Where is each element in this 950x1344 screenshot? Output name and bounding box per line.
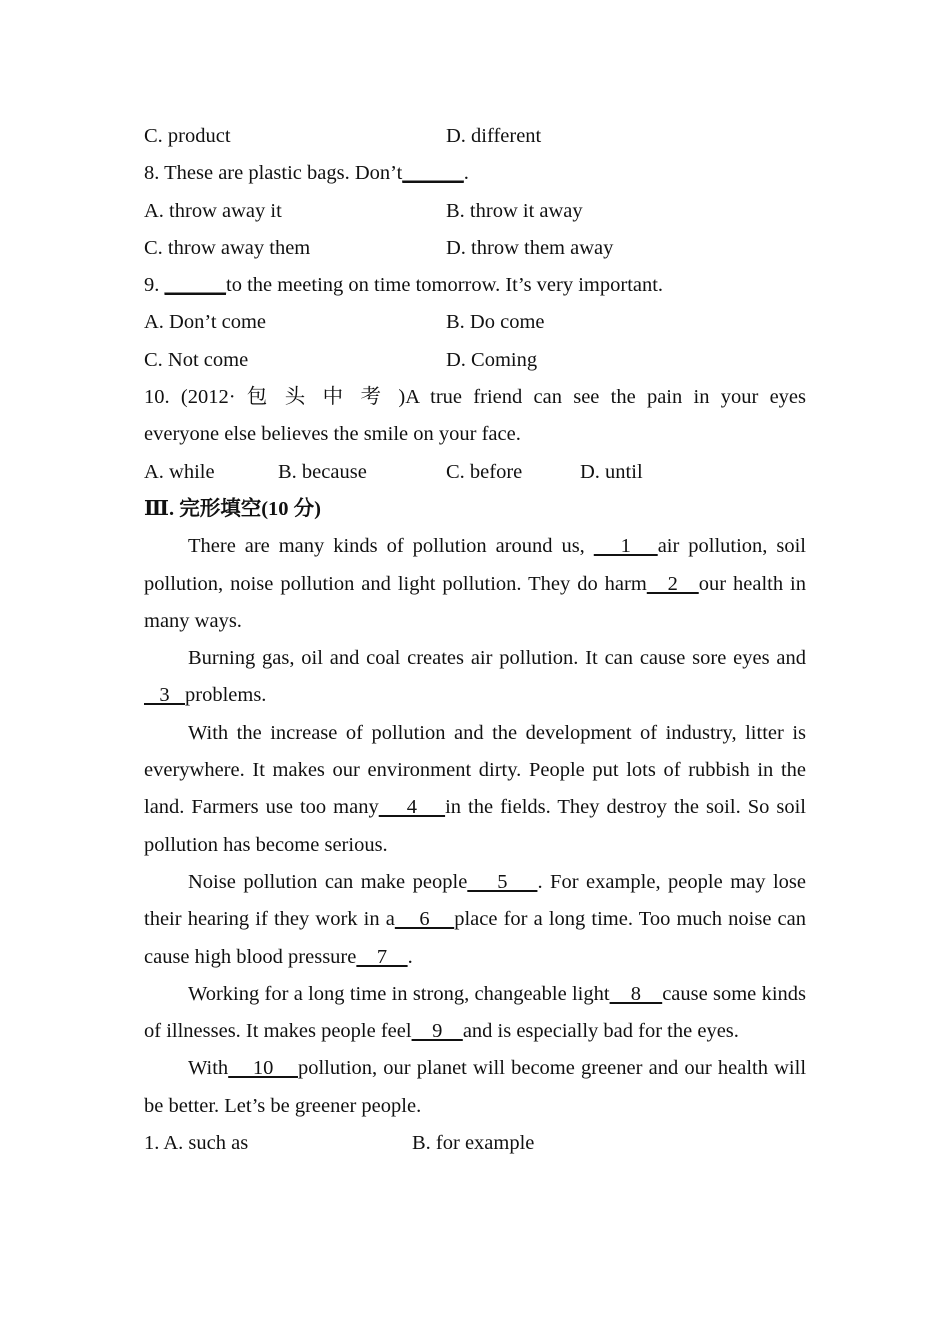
q10-option-a: A. while [144,460,215,483]
passage-paragraph-6 [144,1050,806,1125]
p5-text-b: cause some kinds of illnesses. It makes people feel [144,982,806,1043]
p3-text-b: in the fields. They destroy the soil. So soil pollution has become serious. [144,796,806,856]
q8-option-c: C. throw away them [144,236,311,259]
section-heading: Ⅲ. 完形填空(10 分) [144,497,321,520]
q10-stem-line2: everyone else believes the smile on your face. [144,423,521,446]
p5-text-c: and is especially bad for the eyes. [462,1020,739,1043]
q9-blank: ______ [164,274,226,297]
q10-stem-line1: 10. (2012· 包 头 中 考 )A true friend can see the pain in your eyes [144,386,806,409]
cloze-blank-8: 8 [609,982,663,1005]
p4-text-c: place for a long time. Too much noise can cause high blood pressure [144,908,807,968]
q8-options-ab [144,193,806,230]
q9-option-d: D. Coming [446,348,538,371]
q8-stem-text: 8. These are plastic bags. Don’t [144,162,403,185]
p4-text-a: Noise pollution can make people [188,870,468,893]
p3-text-a: With the increase of pollution and the development of industry, litter is everywhere. It makes our environment dirty. People put lots of rubbish in the land. Farmers use too many [144,721,806,819]
p6-text-a: With [188,1057,229,1080]
q9-option-a: A. Don’t come [144,311,267,334]
p2-text-a: Burning gas, oil and coal creates air pollution. It can cause sore eyes and [188,647,806,670]
q9-option-b: B. Do come [446,311,545,334]
cloze-blank-10: 10 [228,1057,298,1080]
p4-text-d: . [407,945,413,968]
q7-option-c: C. product [144,125,231,147]
cloze-blank-3: 3 [144,684,185,707]
cloze-blank-9: 9 [411,1020,463,1043]
cloze-blank-1: 1 [593,535,658,558]
p1-text-a: There are many kinds of pollution around us, [188,535,594,558]
q7-options-cd [144,118,806,155]
q8-option-a: A. throw away it [144,199,282,222]
cloze-blank-5: 5 [467,870,538,893]
p6-text-b: pollution, our planet will become greener and our health will be better. Let’s be greener people. [144,1057,807,1117]
p1-text-b: air pollution, soil pollution, noise pollution and light pollution. They do harm [144,535,806,595]
q9-stem-number: 9. [144,274,165,297]
cloze-q1-option-b: B. for example [412,1132,535,1155]
p5-text-a: Working for a long time in strong, changeable light [188,982,610,1005]
cloze-blank-2: 2 [646,572,699,595]
q8-stem-end: . [463,162,469,185]
q10-options [144,454,806,491]
p1-text-c: our health in many ways. [144,572,806,632]
q9-options-ab [144,304,806,341]
q10-option-d: D. until [580,460,643,483]
cloze-blank-7: 7 [356,945,408,968]
p4-text-b: . For example, people may lose their hearing if they work in a [144,870,806,931]
q8-blank: ______ [402,162,464,185]
cloze-blank-4: 4 [378,796,446,819]
q9-option-c: C. Not come [144,348,249,371]
cloze-q1-option-a: 1. A. such as [144,1132,249,1155]
exam-page [144,118,806,1162]
passage-paragraph-2 [144,640,806,715]
q7-option-d: D. different [446,125,542,147]
q9-stem-text: to the meeting on time tomorrow. It’s very important. [226,274,664,297]
q8-stem [144,155,806,192]
passage-paragraph-3 [144,715,806,864]
q10-option-b: B. because [278,460,367,483]
q10-option-c: C. before [446,460,523,483]
q8-option-d: D. throw them away [446,236,614,259]
q8-options-cd [144,230,806,267]
cloze-q1-options [144,1125,806,1162]
q9-stem [144,267,806,304]
cloze-blank-6: 6 [394,908,455,931]
passage-paragraph-4 [144,864,806,976]
passage-paragraph-5 [144,976,806,1051]
q9-options-cd [144,342,806,379]
passage-paragraph-1 [144,528,806,640]
q8-option-b: B. throw it away [446,199,583,222]
p2-text-b: problems. [185,684,267,707]
